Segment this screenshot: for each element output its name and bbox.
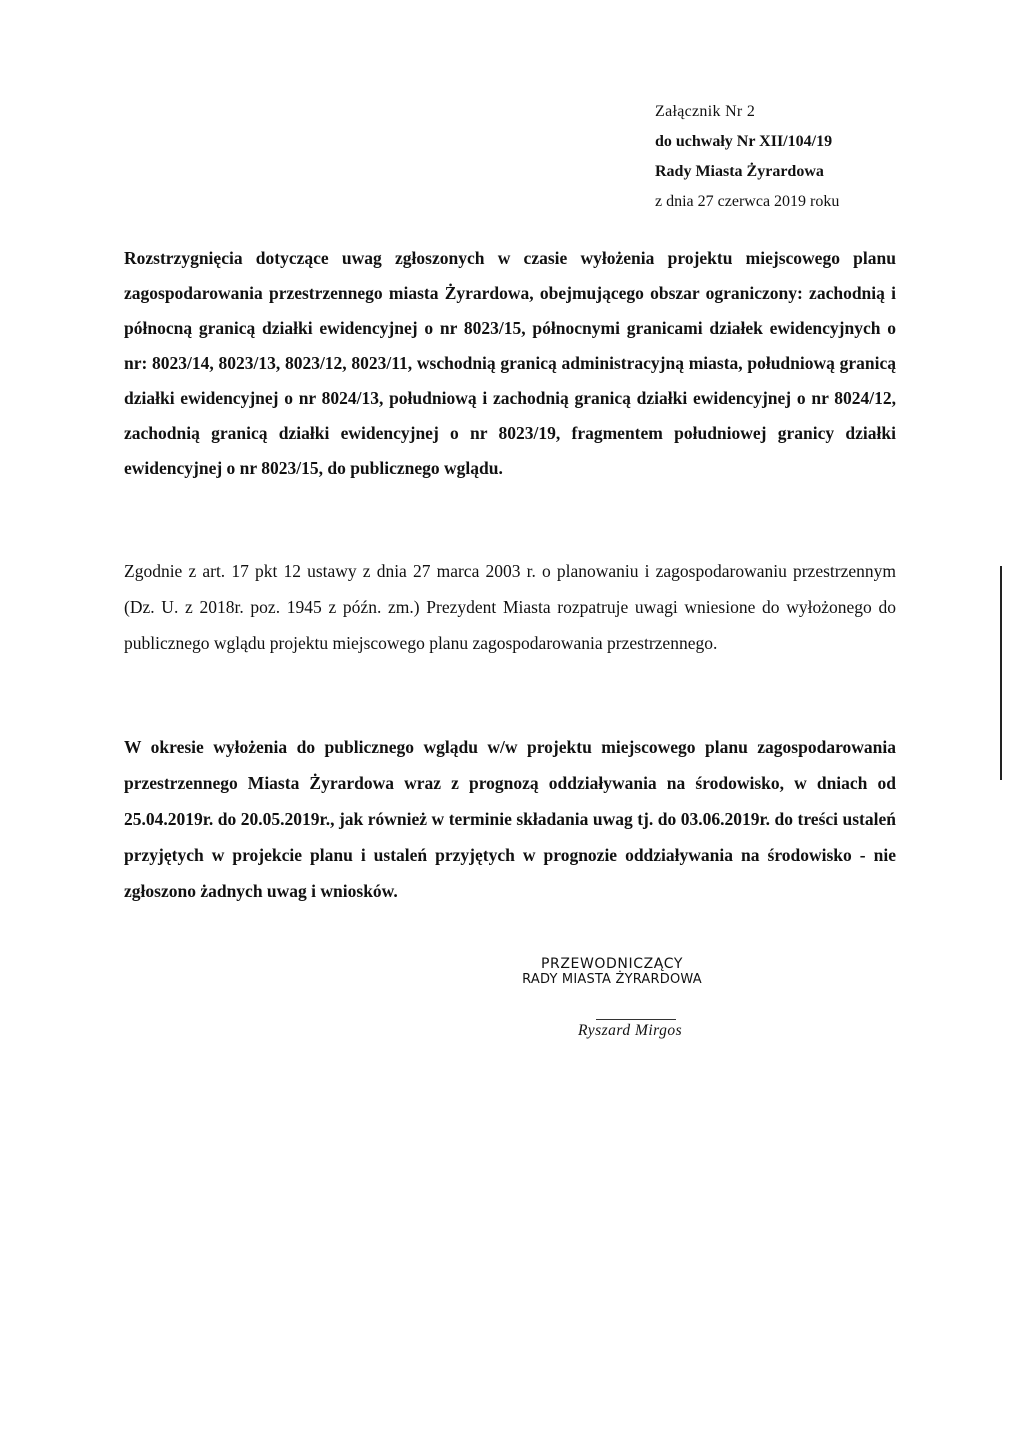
document-title: Rozstrzygnięcia dotyczące uwag zgłoszonych w czasie wyłożenia projektu miejscowego planu zagospodarowania przestrzennego miasta Żyrardowa, obejmującego obszar ograniczony: zachodnią i północną granicą działki ewidencyjnej o nr 8023/15, północnymi granicami działek ewidencyjnych o nr: 8023/14, 8023/13, 8023/12, 8023/11, wschodnią granicą administracyjną miasta, południową granicą działki ewidencyjnej o nr 8024/13, południową i zachodnią granicą działki ewidencyjnej o nr 8024/12, zachodnią granicą działki ewidencyjnej o nr 8023/19, fragmentem południowej granicy działki ewidencyjnej o nr 8023/15, do publicznego wglądu. [124,248,896,478]
findings-paragraph: W okresie wyłożenia do publicznego wglądu w/w projektu miejscowego planu zagospodarowania przestrzennego Miasta Żyrardowa wraz z prognozą oddziaływania na środowisko, w dniach od 25.04.2019r. do 20.05.2019r., jak również w terminie składania uwag tj. do 03.06.2019r. do treści ustaleń przyjętych w projekcie planu i ustaleń przyjętych w prognozie oddziaływania na środowisko - nie zgłoszono żadnych uwag i wniosków. [124,737,896,901]
resolution-date: z dnia 27 czerwca 2019 roku [655,193,840,210]
resolution-number: do uchwały Nr XII/104/19 [655,133,833,150]
council-name: Rady Miasta Żyrardowa [655,163,824,180]
signature-title-line1: PRZEWODNICZĄCY [540,956,684,972]
signature-name: Ryszard Mirgos [578,1022,683,1039]
signature-rule [596,1019,676,1020]
annex-label: Załącznik Nr 2 [655,103,756,120]
header-block [655,97,985,217]
scan-edge-mark [1000,566,1002,780]
signature-title-line2: RADY MIASTA ŻYRARDOWA [522,972,702,987]
signature-stamp [492,956,732,988]
legal-basis-paragraph: Zgodnie z art. 17 pkt 12 ustawy z dnia 27 marca 2003 r. o planowaniu i zagospodarowaniu przestrzennym (Dz. U. z 2018r. poz. 1945 z późn. zm.) Prezydent Miasta rozpatruje uwagi wniesione do wyłożonego do publicznego wglądu projektu miejscowego planu zagospodarowania przestrzennego. [124,561,896,653]
